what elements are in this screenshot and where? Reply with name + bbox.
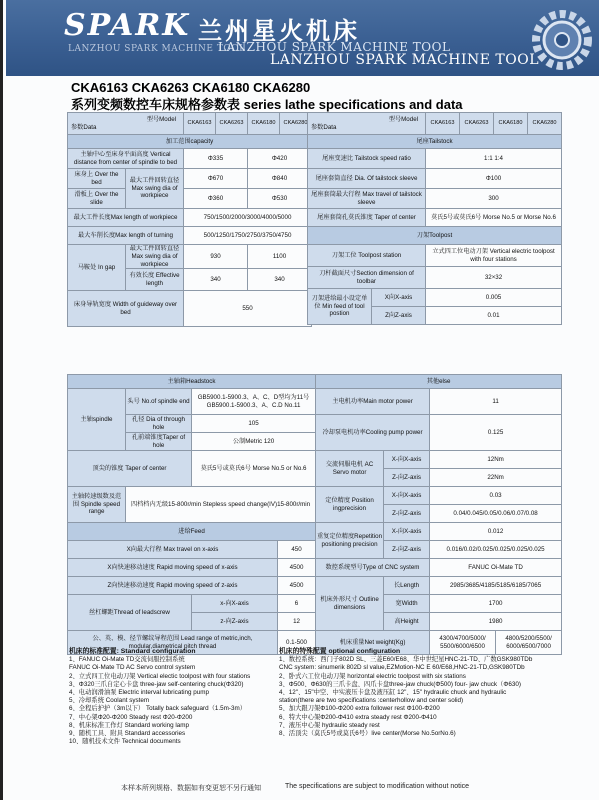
param-value: 550	[184, 291, 312, 327]
axis-label: X向X-axis	[372, 289, 426, 307]
param-label: 主轴中心至床身平面高度 Vertical distance from center of spindle to bed	[68, 149, 184, 169]
param-label: 最大工件长度Max length of workpiece	[68, 209, 184, 227]
param-label: 刀架工位 Toolpost station	[308, 245, 426, 267]
param-label: 床身导轨宽度 Width of guideway over bed	[68, 291, 184, 327]
section-toolpost: 刀架Toolpost	[308, 227, 562, 245]
param-value: 0.03	[430, 487, 562, 505]
param-label: X向快速移动速度 Rapid moving speed of x-axis	[68, 559, 278, 577]
section-else: 其他else	[316, 375, 562, 389]
standard-configuration	[69, 648, 279, 746]
param-label: 主电机功率Main motor power	[316, 389, 430, 415]
param-value: 四档档内无级15-800r/min Stepless speed change(IV)15-800r/min	[126, 487, 316, 523]
param-value: Φ840	[248, 169, 312, 189]
list-item: 1、数控系统：西门子802D SL、三菱E60/E68、华中世纪星HNC-21-TD、广数GSK980TDb	[279, 656, 533, 664]
param-label: 有效长度 Effective length	[126, 269, 184, 291]
param-value: 1100	[248, 245, 312, 269]
footer-note-cn: 本样本所列规格、数据如有变更恕不另行通知	[121, 785, 261, 792]
param-value: 0.1-500	[278, 631, 316, 655]
axis-label: X-向X-axis	[384, 487, 430, 505]
model-col: CKA6180	[248, 113, 280, 135]
param-label: 最大工件回转直径 Max swing dia of workpiece	[126, 169, 184, 209]
param-value: 0.01	[426, 307, 562, 325]
section-feed: 进给Feed	[68, 523, 316, 541]
param-value: 公制Metric 120	[192, 433, 316, 451]
standard-title: 机床的标准配置: Standard configuration	[69, 648, 196, 655]
list-item: CNC system: sinumerik 802D sl value,EZMotion-NC E 60/E68,HNC-21-TD,GSK980TDb	[279, 664, 525, 672]
param-value: Φ335	[184, 149, 248, 169]
param-label: 床身上 Over the bed	[68, 169, 126, 189]
section-headstock: 主轴箱Headstock	[68, 375, 316, 389]
param-value: 0.012	[430, 523, 562, 541]
param-label: 尾座套筒孔莫氏锥度 Taper of center	[308, 209, 426, 227]
param-value: Φ530	[248, 189, 312, 209]
list-item: 7、液压中心架 hydraulic steady rest	[279, 721, 380, 729]
bottom-spec-table	[67, 374, 562, 655]
param-value: 6	[278, 595, 316, 613]
company-name-cn: 兰州星火机床	[198, 17, 360, 45]
param-label: 孔前端锥度Taper of hole	[126, 433, 192, 451]
list-item: 3、Φ500、Φ630的三爪卡盘、四爪卡盘three-jaw chuck(Φ500) four- jaw chuck（Φ630)	[279, 680, 521, 688]
param-label: 尾座套筒直径 Dia. Of tailstock sleeve	[308, 169, 426, 189]
param-label: 滑板上 Over the slide	[68, 189, 126, 209]
param-value: 4500	[278, 577, 316, 595]
model-col: CKA6280	[528, 113, 562, 135]
param-value: Φ100	[426, 169, 562, 189]
param-label: 公、英、模、径节螺纹导程范围 Lead range of metric,inch, modular,diametrical pitch thread	[68, 631, 278, 655]
param-value: 12	[278, 613, 316, 631]
list-item: 8、活顶尖（莫氏5号或莫氏6号）live center(Morse No.5orNo.6)	[279, 730, 456, 738]
optional-configuration	[279, 648, 569, 738]
param-value: Φ420	[248, 149, 312, 169]
param-label: 交流伺服电机 AC Servo motor	[316, 451, 384, 487]
list-item: 9、随机工具、附具 Standard accessories	[69, 730, 186, 738]
param-label: X向最大行程 Max travel on x-axis	[68, 541, 278, 559]
param-value: 莫氏5号或莫氏6号 Morse No.5 or Morse No.6	[426, 209, 562, 227]
param-value: 300	[426, 189, 562, 209]
param-value: 32×32	[426, 267, 562, 289]
param-label: 机床重量Net weight(Kg)	[316, 631, 430, 655]
list-item: 2、卧式六工位电动刀架 horizontal electric toolpost with six stations	[279, 672, 466, 680]
model-col: CKA6263	[460, 113, 494, 135]
param-value: Φ360	[184, 189, 248, 209]
param-label: 主轴spindle	[68, 389, 126, 451]
param-value: 340	[248, 269, 312, 291]
section-tailstock: 尾座Tailstock	[308, 135, 562, 149]
list-item: 10、随机技术文件 Technical documents	[69, 738, 181, 746]
param-value: 0.016/0.02/0.025/0.025/0.025/0.025	[430, 541, 562, 559]
company-name-en-small: LANZHOU SPARK MACHINE TOOL	[68, 44, 246, 54]
model-list-title: CKA6163 CKA6263 CKA6180 CKA6280	[71, 80, 311, 95]
param-label: 定位精度 Position ingprecision	[316, 487, 384, 523]
list-item: 7、中心架Φ20-Φ200 Steady rest Φ20-Φ200	[69, 713, 193, 721]
list-item: 6、全程后护护（3m以下） Totally back safeguard（1.5m-3m）	[69, 705, 247, 713]
param-label: 刀架进给最小设定单位 Min feed of tool postion	[308, 289, 372, 325]
axis-label: Z向Z-axis	[372, 307, 426, 325]
param-value: 莫氏5号或莫氏6号 Morse No.5 or No.6	[192, 451, 316, 487]
axis-label: Z-向Z-axis	[384, 469, 430, 487]
param-value: 0.04/0.045/0.05/0.06/0.07/0.08	[430, 505, 562, 523]
param-value: 750/1500/2000/3000/4000/5000	[184, 209, 312, 227]
list-item: 6、特大中心架Φ200-Φ410 extra steady rest Φ200-Φ410	[279, 713, 437, 721]
param-value: 1:1 1:4	[426, 149, 562, 169]
param-label: 马鞍处 In gap	[68, 245, 126, 291]
model-col: CKA6163	[184, 113, 216, 135]
param-label: 顶尖的锥度 Taper of center	[68, 451, 192, 487]
param-label: 最大工件回转直径 Max swing dia of workpiece	[126, 245, 184, 269]
param-value: 500/1250/1750/2750/3750/4750	[184, 227, 312, 245]
param-label: 尾座套筒最大行程 Max travel of tailstock sleeve	[308, 189, 426, 209]
param-value: 4500	[278, 559, 316, 577]
spark-logo: SPARK	[64, 8, 191, 43]
axis-label: z-向Z-axis	[192, 613, 278, 631]
list-item: 1、FANUC Oi-Mate TD交流伺服控制系统	[69, 656, 185, 664]
list-item: station(there are two specifications :centerhollow and center solid)	[279, 697, 464, 705]
param-value: 11	[430, 389, 562, 415]
company-name-en-medium: LANZHOU SPARK MACHINE TOOL	[218, 40, 451, 54]
param-label: 长Length	[384, 577, 430, 595]
axis-label: Z-向Z-axis	[384, 541, 430, 559]
list-item: 5、加大跟刀架Φ100-Φ200 extra follower rest Φ100-Φ200	[279, 705, 440, 713]
brand-header	[6, 0, 599, 76]
optional-title: 机床的特殊配置 optional configuration	[279, 648, 401, 655]
param-label: 主轴转速级数及范围 Spindle speed range	[68, 487, 126, 523]
param-label: 孔径 Dia of through hole	[126, 415, 192, 433]
param-value: 340	[184, 269, 248, 291]
param-value: 22Nm	[430, 469, 562, 487]
param-value: 0.125	[430, 415, 562, 451]
list-item: 5、冷却系统 Coolant system	[69, 697, 150, 705]
param-value: FANUC Oi-Mate TD	[430, 559, 562, 577]
axis-label: X-向X-axis	[384, 451, 430, 469]
param-label: 头号 No.of spindle end	[126, 389, 192, 415]
right-spec-table	[307, 112, 562, 325]
param-label: 高Height	[384, 613, 430, 631]
list-item: 4、电动润滑油泵 Electric interval lubricating pump	[69, 689, 209, 697]
param-value: 4300/4700/5000/ 5500/6000/6500	[430, 631, 496, 655]
spec-heading: 系列变频数控车床规格参数表 series lathe specifications and data	[71, 97, 463, 112]
axis-label: Z-向Z-axis	[384, 505, 430, 523]
param-label: 数控系统型号Type of CNC system	[316, 559, 430, 577]
param-label: 机床外形尺寸 Outline dimensions	[316, 577, 384, 631]
param-value: 105	[192, 415, 316, 433]
list-item: 2、立式四工位电动刀架 Vertical electic toolpost with four stations	[69, 672, 251, 680]
param-label: 重复定位精度Repetition positioning precision	[316, 523, 384, 559]
axis-label: X-向X-axis	[384, 523, 430, 541]
param-value: 450	[278, 541, 316, 559]
param-value: 930	[184, 245, 248, 269]
param-label: 刀杆截面尺寸Section dimension of toolbar	[308, 267, 426, 289]
list-item: FANUC Oi-Mate TD AC Servo control system	[69, 664, 196, 672]
model-col: CKA6280	[280, 113, 312, 135]
left-spec-table	[67, 112, 312, 327]
model-col: CKA6180	[494, 113, 528, 135]
company-name-en-large: LANZHOU SPARK MACHINE TOOL	[270, 52, 540, 68]
param-value: GB5900.1-5900.3、A、C、D型均为11号 GB5900.1-5900.3、A、C.D No.11	[192, 389, 316, 415]
list-item: 4、12"、15"中空、中实液压卡盘及液压缸 12"、15" hydraulic chuck and hydraulic	[279, 689, 507, 697]
list-item: 8、机床标准工作灯 Standard working lamp	[69, 721, 190, 729]
param-value: 12Nm	[430, 451, 562, 469]
param-value: 1980	[430, 613, 562, 631]
param-label: 宽Width	[384, 595, 430, 613]
list-item: 3、Φ320三爪自定心卡盘 three-jaw self-centering chuck(Φ320)	[69, 680, 244, 688]
param-label: 冷却泵电机功率Cooling pump power	[316, 415, 430, 451]
gear-icon	[526, 4, 598, 76]
param-value: 0.005	[426, 289, 562, 307]
model-col: CKA6263	[216, 113, 248, 135]
param-value: 立式四工位电动刀架 Vertical electric toolpost with four stations	[426, 245, 562, 267]
param-value: 2985/3685/4185/5185/6185/7065	[430, 577, 562, 595]
axis-label: x-向X-axis	[192, 595, 278, 613]
param-value: 4800/5200/5500/ 6000/6500/7000	[496, 631, 562, 655]
model-param-header: 型号Model 参数Data	[68, 113, 184, 135]
model-param-header: 型号Model 参数Data	[308, 113, 426, 135]
model-col: CKA6163	[426, 113, 460, 135]
param-label: 最大车削长度Max length of turning	[68, 227, 184, 245]
param-label: 丝杠螺距Thread of leadscrew	[68, 595, 192, 631]
param-label: Z向快速移动速度 Rapid moving speed of z-axis	[68, 577, 278, 595]
section-capacity: 加工范围capacity	[68, 135, 312, 149]
param-value: Φ670	[184, 169, 248, 189]
footer-note-en: The specifications are subject to modification without notice	[285, 783, 470, 790]
param-label: 尾座变速比 Tailstock speed ratio	[308, 149, 426, 169]
param-value: 1700	[430, 595, 562, 613]
